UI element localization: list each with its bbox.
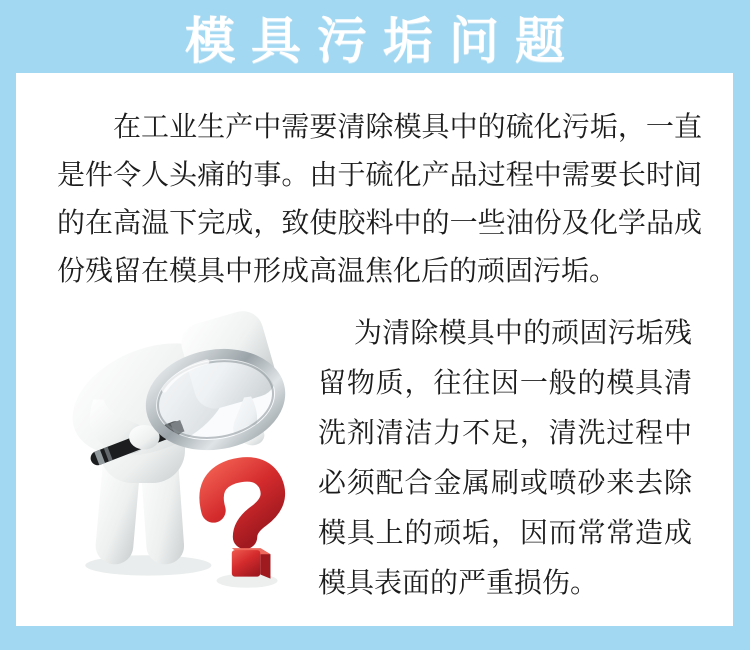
question-mark — [212, 469, 273, 578]
paragraph-detail — [318, 309, 692, 609]
magnifier-question-icon — [40, 310, 330, 600]
content-panel — [16, 73, 733, 626]
paragraph-line: 洗剂清洁力不足，清洗过程中 — [318, 418, 692, 449]
paragraph-line: 的在高温下完成，致使胶料中的一些油份及化学品成 — [57, 208, 702, 239]
figure-with-magnifier-illustration — [40, 310, 330, 600]
paragraph-line: 必须配合金属刷或喷砂来去除 — [318, 468, 692, 499]
paragraph-line: 模具上的顽垢，因而常常造成 — [318, 518, 692, 549]
paragraph-line: 为清除模具中的顽固污垢残 — [354, 318, 692, 349]
paragraph-line: 在工业生产中需要清除模具中的硫化污垢，一直 — [113, 112, 702, 143]
paragraph-line: 是件令人头痛的事。由于硫化产品过程中需要长时间 — [57, 160, 702, 191]
paragraph-intro — [57, 104, 702, 296]
title-band — [0, 0, 750, 73]
paragraph-line: 模具表面的严重损伤。 — [318, 568, 599, 599]
page-title: 模具污垢问题 — [185, 11, 581, 70]
paragraph-line: 份残留在模具中形成高温焦化后的顽固污垢。 — [57, 256, 618, 287]
paragraph-line: 留物质，往往因一般的模具清 — [318, 368, 692, 399]
